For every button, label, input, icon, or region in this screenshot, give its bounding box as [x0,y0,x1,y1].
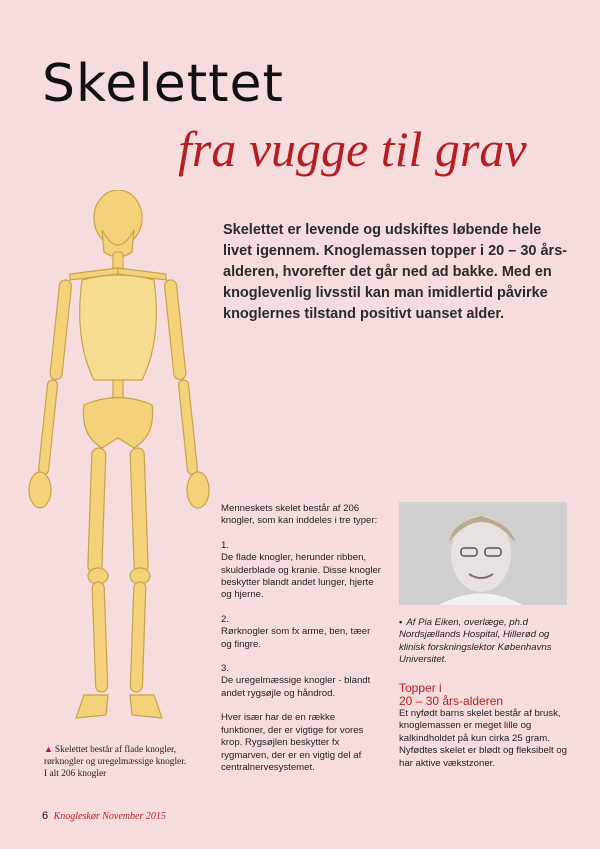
bullet-icon: • [399,617,403,628]
bone-types-outro: Hver især har de en række funktioner, der er vigtige for vores krop. Rygsøjlen beskytter fx rygmarven, der er en vigtig del af centralnervesystemet. [221,712,364,773]
lead-paragraph: Skelettet er levende og udskiftes løbende hele livet igennem. Knoglemassen topper i 20 – 30 års-alderen, hvorefter det går ned ad bakke. Med en knoglevenlig livsstil kan man imidlertid påvirke knoglernes tilstand positivt uanset alder. [223,222,568,322]
skeleton-illustration [22,190,242,735]
author-photo [399,502,567,605]
section-heading-line1: Topper i [399,681,442,695]
bone-type-text: Rørknogler som fx arme, ben, tæer og fingre. [221,626,371,650]
bone-types-intro: Menneskets skelet består af 206 knogler, som kan inddeles i tre typer: [221,503,378,527]
issue-date: November 2015 [102,811,166,822]
author-credit [399,617,574,667]
bone-type-number: 1. [221,539,230,551]
section-heading-line2: 20 – 30 års-alderen [399,694,504,708]
page-subtitle: fra vugge til grav [178,121,527,177]
page-title: Skelettet [42,54,284,114]
bone-type-text: De flade knogler, herunder ribben, skulderblade og kranie. Disse knogler beskytter blandt andet lunger, hjerte og hjerne. [221,552,381,601]
bone-types-column [221,503,381,786]
caption-text: Skelettet består af flade knogler, rørknogler og uregelmæssige knogler. I alt 206 knogler [44,745,187,779]
page-number: 6 [42,810,49,822]
bone-type-number: 3. [221,663,230,675]
section-body: Et nyfødt barns skelet består af brusk, knoglemassen er meget lille og kalkindholdet på kun cirka 25 gram. Nyfødtes skelet er blødt og fleksibelt og har aktive vækstzoner. [399,708,567,769]
magazine-name: Knogleskør [53,811,100,822]
triangle-icon: ▲ [44,744,53,754]
page-footer [42,810,166,822]
bone-type-number: 2. [221,613,230,625]
bone-type-text: De uregelmæssige knogler - blandt andet rygsøjle og håndrod. [221,675,371,699]
author-text: Af Pia Eiken, overlæge, ph.d Nordsjællands Hospital, Hillerød og klinisk forskningslektor Københavns Universitet. [399,617,552,666]
figure-caption [44,743,189,780]
